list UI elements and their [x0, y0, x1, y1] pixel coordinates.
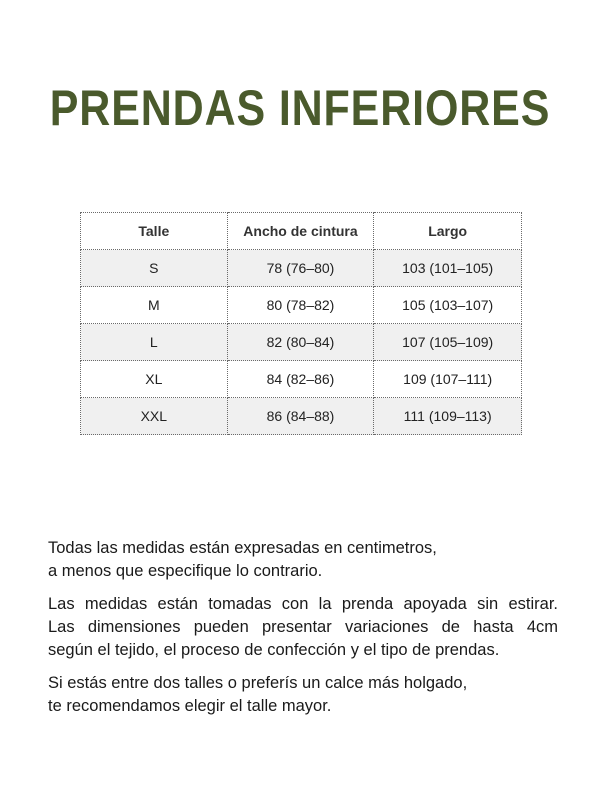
note-paragraph-units [48, 537, 558, 583]
note-line: según el tejido, el proceso de confección y el tipo de prendas. [48, 641, 500, 659]
size-table [80, 212, 522, 435]
cell-largo: 107 (105–109) [374, 324, 522, 361]
cell-largo: 103 (101–105) [374, 250, 522, 287]
note-line: te recomendamos elegir el talle mayor. [48, 697, 332, 715]
cell-ancho-de-cintura: 80 (78–82) [227, 287, 374, 324]
cell-talle: S [81, 250, 228, 287]
cell-talle: XL [81, 361, 228, 398]
table-row [81, 250, 522, 287]
note-paragraph-recommendation [48, 672, 558, 718]
table-header-row [81, 213, 522, 250]
note-line: Las dimensiones pueden presentar variaciones de hasta 4cm [48, 618, 558, 636]
table-row [81, 324, 522, 361]
cell-talle: L [81, 324, 228, 361]
cell-talle: M [81, 287, 228, 324]
cell-largo: 105 (103–107) [374, 287, 522, 324]
note-line: a menos que especifique lo contrario. [48, 562, 323, 580]
cell-ancho-de-cintura: 82 (80–84) [227, 324, 374, 361]
cell-ancho-de-cintura: 78 (76–80) [227, 250, 374, 287]
column-header-ancho-de-cintura: Ancho de cintura [227, 213, 374, 250]
note-paragraph-measurement [48, 593, 558, 662]
cell-largo: 109 (107–111) [374, 361, 522, 398]
page-title: PRENDAS INFERIORES [49, 80, 551, 136]
table-row [81, 287, 522, 324]
note-line: Las medidas están tomadas con la prenda apoyada sin estirar. [48, 595, 558, 613]
note-line: Todas las medidas están expresadas en centimetros, [48, 539, 437, 557]
cell-largo: 111 (109–113) [374, 398, 522, 435]
table-row [81, 361, 522, 398]
note-line: Si estás entre dos talles o preferís un calce más holgado, [48, 674, 468, 692]
cell-ancho-de-cintura: 86 (84–88) [227, 398, 374, 435]
size-notes [48, 537, 558, 728]
size-table-container [80, 212, 522, 435]
cell-ancho-de-cintura: 84 (82–86) [227, 361, 374, 398]
cell-talle: XXL [81, 398, 228, 435]
column-header-talle: Talle [81, 213, 228, 250]
table-row [81, 398, 522, 435]
column-header-largo: Largo [374, 213, 522, 250]
